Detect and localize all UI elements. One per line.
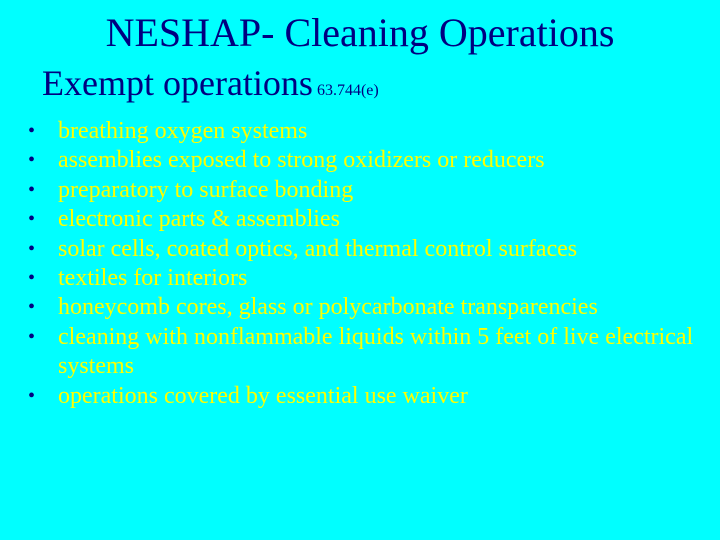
bullet-icon: •: [28, 120, 36, 142]
bullet-item: [0, 323, 720, 382]
regulation-reference: 63.744(e): [316, 82, 379, 99]
bullet-icon: •: [28, 325, 36, 348]
bullet-text: textiles for interiors: [58, 265, 248, 292]
bullet-text: solar cells, coated optics, and thermal control surfaces: [58, 235, 578, 262]
bullet-item: [0, 293, 720, 322]
bullet-item: [0, 176, 720, 205]
bullet-icon: •: [28, 178, 36, 201]
bullet-text: breathing oxygen systems: [58, 118, 308, 144]
bullet-list: [0, 117, 720, 411]
bullet-item: [0, 146, 720, 175]
bullet-item: [0, 235, 720, 264]
bullet-icon: •: [28, 296, 36, 319]
subtitle-text: Exempt operations: [42, 63, 313, 103]
bullet-item: [0, 205, 720, 234]
bullet-text: honeycomb cores, glass or polycarbonate transparencies: [58, 294, 598, 321]
bullet-item: [0, 382, 720, 411]
slide-title: NESHAP- Cleaning Operations: [105, 10, 615, 55]
bullet-text: operations covered by essential use waiver: [58, 382, 468, 409]
bullet-icon: •: [28, 149, 36, 172]
bullet-item: [0, 117, 720, 146]
bullet-text: cleaning with nonflammable liquids within 5 feet of live electrical systems: [58, 323, 694, 380]
bullet-icon: •: [28, 267, 36, 290]
bullet-icon: •: [28, 237, 36, 260]
bullet-item: [0, 264, 720, 293]
bullet-text: electronic parts & assemblies: [58, 206, 340, 233]
slide-subtitle: [42, 60, 379, 114]
bullet-icon: •: [28, 384, 36, 407]
bullet-icon: •: [28, 208, 36, 231]
bullet-text: assemblies exposed to strong oxidizers or reducers: [58, 147, 545, 174]
bullet-text: preparatory to surface bonding: [58, 176, 354, 203]
